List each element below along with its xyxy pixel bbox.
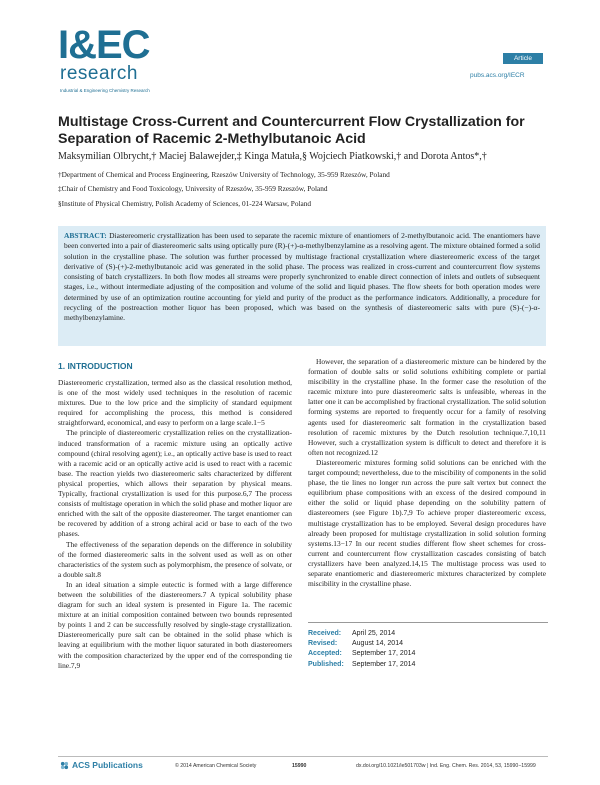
paragraph: The principle of diastereomeric crystallization relies on the crystallization-induced transformation of a racemic mixture using an optically active compound (chiral resolving agent); i.e., an optically active base is used to react with a racemic acid or an optically active acid is used to react with a racemic base. The reaction yields two diastereomeric salts characterized by different physical properties, which allows their separation by physical means. Typically, fractional crystallization is used for this purpose.6,7 The process consists of multistage operation in which the solid phase and mother liquor are enriched with the salt of the opposite diastereomer. The target enantiomer can be recovered by addition of a strong achiral acid or base to each of the two phases.	[58, 428, 292, 539]
journal-logo: I&EC	[58, 23, 150, 67]
paragraph: In an ideal situation a simple eutectic is formed with a large difference between the solubilities of the diastereomers.7 A typical solubility phase diagram for such an ideal system is presented in Figure 1a. The racemic mixture at an initial composition contained between two bounds represented by points 1 and 2 can be successfully resolved by single-stage crystallization. Diastereomerically pure salt can be obtained in the solid phase which is leaving at equilibrium with the mother liquor saturated in both diastereomers with the composition characterized by the upper end of the corresponding tie line.7,9	[58, 579, 292, 670]
author-list: Maksymilian Olbrycht,† Maciej Balawejder,‡ Kinga Matuła,§ Wojciech Piatkowski,† and Dorota Antos*,†	[58, 151, 487, 162]
date-published: Published: September 17, 2014	[308, 660, 416, 668]
copyright-text: © 2014 American Chemical Society	[175, 763, 257, 769]
acs-publications-logo: ACS Publications	[60, 760, 143, 770]
affiliation: §Institute of Physical Chemistry, Polish Academy of Sciences, 01-224 Warsaw, Poland	[58, 199, 312, 208]
article-type-badge: Article	[503, 53, 543, 64]
right-column	[308, 357, 546, 589]
article-title: Multistage Cross-Current and Countercurrent Flow Crystallization for Separation of Racemic 2-Methylbutanoic Acid	[58, 114, 525, 147]
footer-divider	[58, 756, 548, 757]
journal-logo-research: research	[60, 63, 138, 84]
section-heading: 1. INTRODUCTION	[58, 361, 133, 371]
date-received: Received: April 25, 2014	[308, 630, 396, 637]
acs-logo-icon	[60, 761, 69, 770]
left-column	[58, 378, 292, 671]
abstract-label: ABSTRACT:	[64, 231, 107, 240]
paragraph: The effectiveness of the separation depends on the difference in solubility of the formed diastereomeric salts in the solvent used as well as on other characteristics of the system such as polymorphism, the presence of solvate, or a double salt.8	[58, 539, 292, 579]
doi-citation[interactable]: dx.doi.org/10.1021/ie501703w | Ind. Eng. Chem. Res. 2014, 53, 15990−15999	[356, 763, 536, 769]
paragraph: Diastereomeric crystallization, termed also as the classical resolution method, is one of the most widely used techniques in the resolution of racemic mixtures. Due to the low price and the simplicity of standard equipment required for accomplishing the process, this method is considered straightforward, economical, and easy to perform on a large scale.1−5	[58, 378, 292, 428]
dates-divider	[308, 622, 548, 623]
article-dates	[308, 629, 415, 670]
journal-url-link[interactable]: pubs.acs.org/IECR	[470, 72, 525, 79]
date-accepted: Accepted: September 17, 2014	[308, 650, 416, 658]
paragraph: Diastereomeric mixtures forming solid solutions can be enriched with the target compound; nevertheless, due to the miscibility of components in the solid phase, the tie lines no longer run across the pure salt vertex but connect the equilibrium phase compositions with an excess of the desired compound in either the solid or liquid phase depending on the solubility pattern of diastereomers (see Figure 1b).7,9 To achieve proper diastereomeric excess, multistage crystallization has to be employed. Several design procedures have already been proposed for multistage crystallization in solid solution forming systems.13−17 In our recent studies different flow sheet schemes for cross-current and countercurrent flow crystallization cascades consisting of batch crystallizers have been analyzed.14,15 The multistage process was used to separate enantiomeric and diastereomeric mixtures characterized by complete miscibility in the crystalline phase.	[308, 457, 546, 589]
affiliation: ‡Chair of Chemistry and Food Toxicology, University of Rzeszów, 35-959 Rzeszów, Poland	[58, 184, 328, 193]
abstract-box	[58, 226, 546, 346]
page-number: 15990	[292, 763, 307, 769]
abstract-text: Diastereomeric crystallization has been used to separate the racemic mixture of enantiomers of 2-methylbutanoic acid. The enantiomers have been converted into a pair of diastereomeric salts using optically pure (R)-(+)-α-methylbenzylamine as a resolving agent. The mixture obtained formed a solid solution in the crystalline phase. The solution was further processed by multistage fractional crystallization where diastereomeric excess of the target derivative of (S)-(+)-2-methylbutanoic acid was generated in the solid phase. The process was realized in cross-current and countercurrent flow systems consisting of batch crystallizers. In both flow modes all streams were properly synchronized to enable direct connection of inlets and outlets of subsequent stages, i.e., without intermediate adjusting of the composition and volume of the solid and liquid phases. The flow sheets for both operation modes were determined by use of an optimization routine accounting for yield and purity of the product as the performance indicators. Additionally, a procedure for recycling of the postreaction mother liquor has been proposed, which was based on the synthesis of diastereomeric salts with pure (S)-(−)-α-methylbenzylamine.	[64, 231, 540, 323]
date-revised: Revised: August 14, 2014	[308, 640, 403, 648]
paragraph: However, the separation of a diastereomeric mixture can be hindered by the formation of double salts or solid solutions exhibiting complete or partial miscibility in the crystalline phase. In the former case the resolution of the racemic mixture into pure diastereomeric salts is unfeasible, whereas in the latter one it can be accomplished by fractional crystallization. The solid solution forming systems are reported to frequently occur for a family of resolving agents used for diastereomeric salt formation in the crystallization based resolution of racemic mixtures by the Dutch resolution technique.7,10,11 However, such a crystallization system is difficult to detect and therefore it is often not recognized.12	[308, 357, 546, 457]
journal-full-name: Industrial & Engineering Chemistry Research	[60, 88, 150, 93]
affiliation: †Department of Chemical and Process Engineering, Rzeszów University of Technology, 35-959 Rzeszów, Poland	[58, 170, 390, 179]
